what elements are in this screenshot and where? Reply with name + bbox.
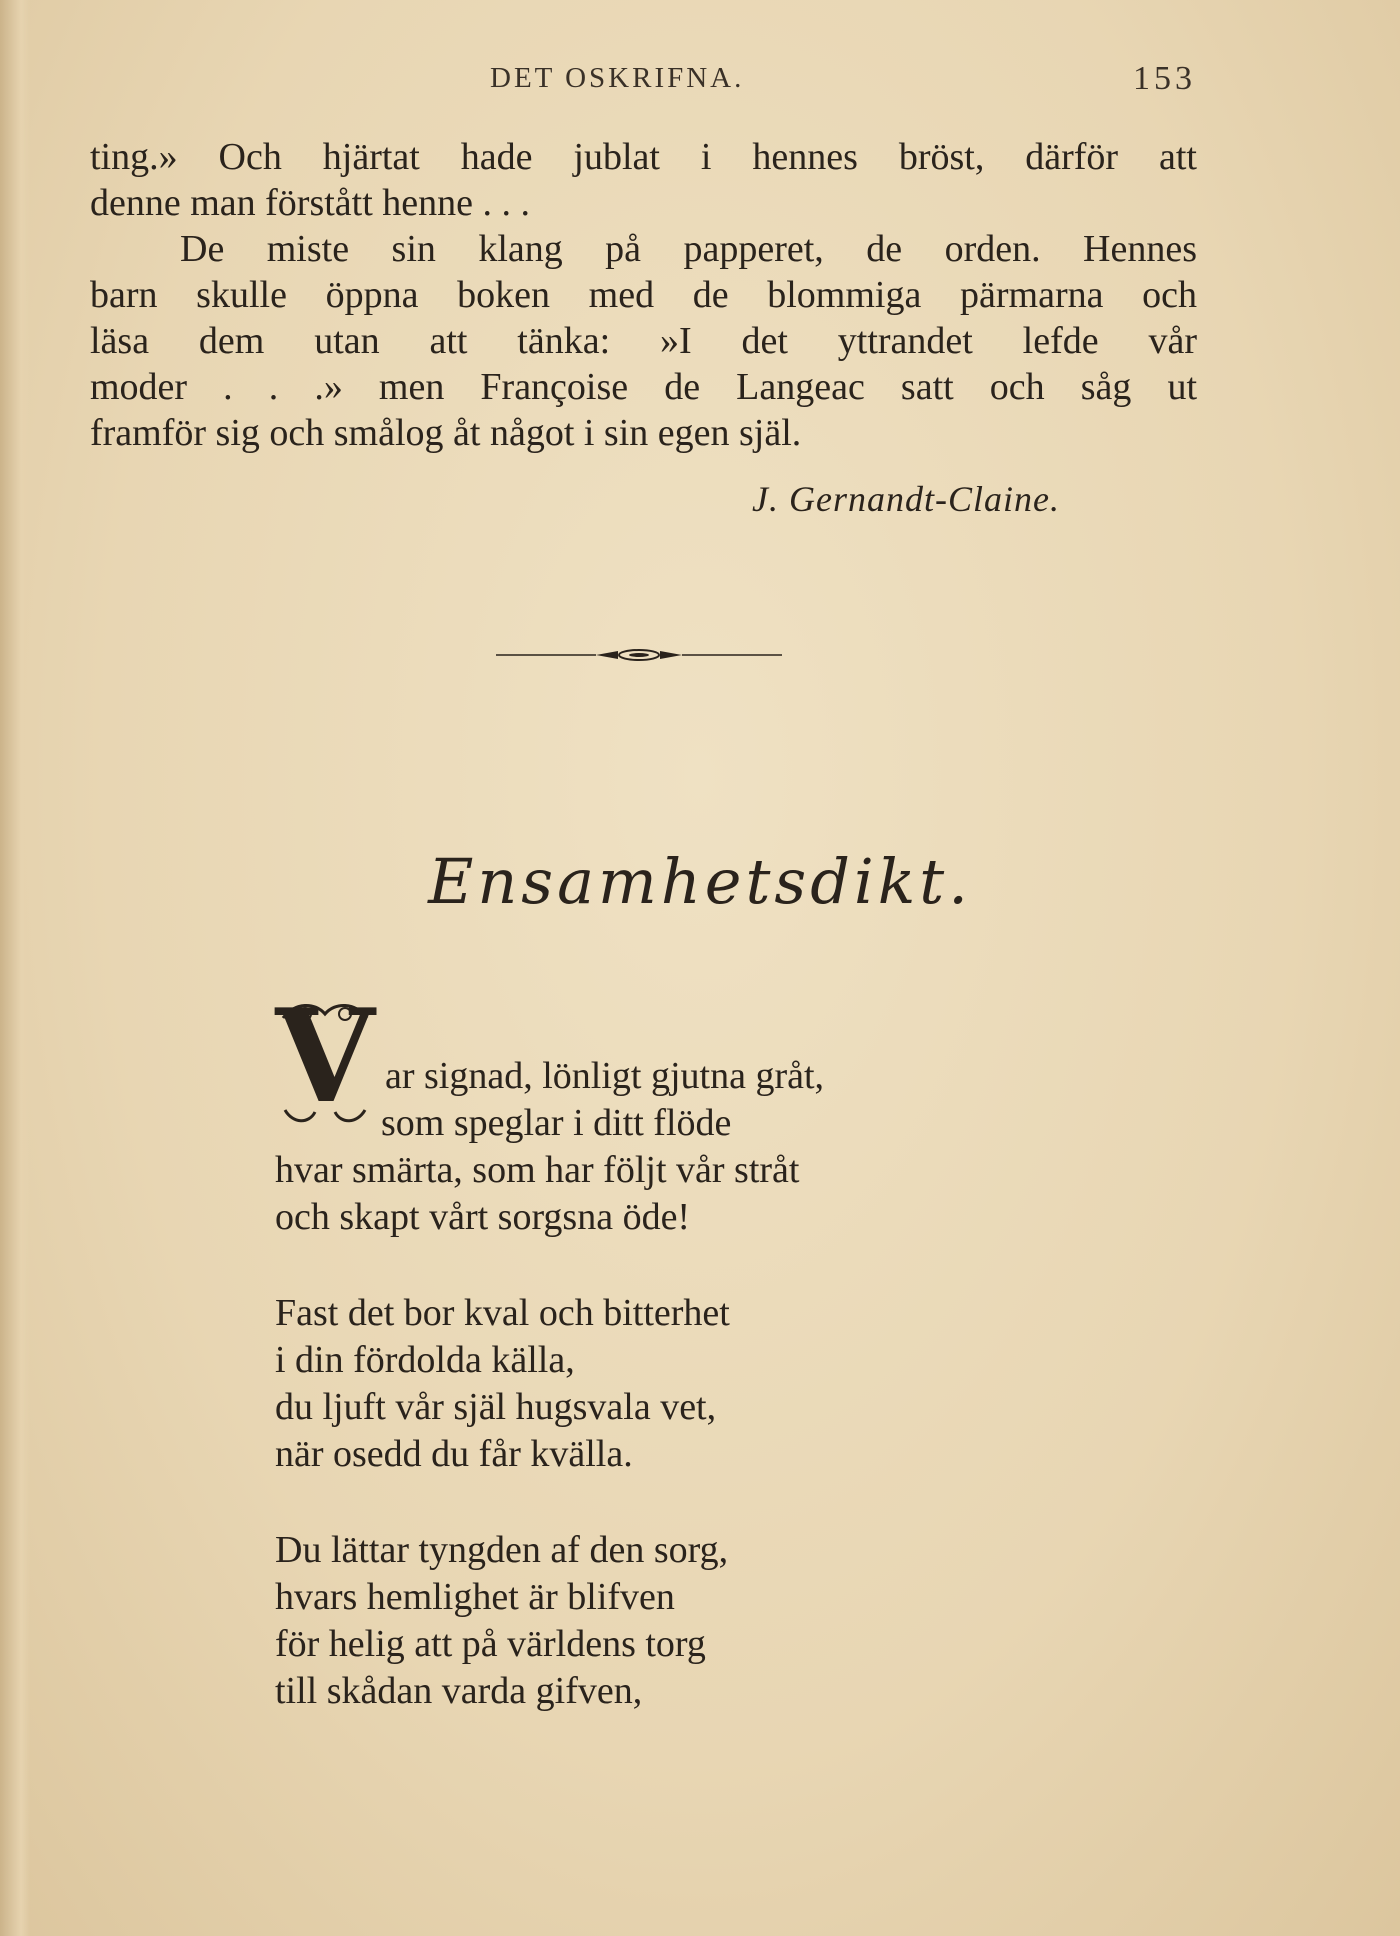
page-number: 153 [1133, 60, 1196, 97]
poem-line: hvars hemlighet är blifven [275, 1576, 675, 1618]
poem-stanza-2 [275, 1290, 730, 1478]
prose-line: denne man förstått henne . . . [90, 182, 531, 224]
prose-line: barn skulle öppna boken med de blommiga pärmarna och [90, 274, 1197, 316]
prose-line: framför sig och smålog åt något i sin egen själ. [90, 412, 802, 454]
poem-line: för helig att på världens torg [275, 1623, 706, 1665]
poem-line: i din fördolda källa, [275, 1339, 575, 1381]
poem-line: du ljuft vår själ hugsvala vet, [275, 1386, 717, 1428]
prose-paragraph [90, 134, 1197, 456]
prose-line: De miste sin klang på papperet, de orden. Hennes [180, 228, 1197, 270]
prose-line: läsa dem utan att tänka: »I det yttrandet lefde vår [90, 320, 1197, 362]
poem-line: Fast det bor kval och bitterhet [275, 1292, 730, 1334]
page-binding-edge [0, 0, 30, 1936]
poem-line: när osedd du får kvälla. [275, 1433, 633, 1475]
ornament-divider-icon [496, 643, 782, 667]
poem-line: hvar smärta, som har följt vår stråt [275, 1149, 800, 1191]
poem-stanza-1 [275, 1053, 824, 1241]
poem-line: och skapt vårt sorgsna öde! [275, 1196, 691, 1238]
running-title: DET OSKRIFNA. [490, 62, 745, 94]
author-signature: J. Gernandt-Claine. [752, 479, 1060, 519]
poem-line: till skådan varda gifven, [275, 1670, 643, 1712]
poem-line: som speglar i ditt flöde [381, 1102, 732, 1144]
prose-line: moder . . .» men Françoise de Langeac satt och såg ut [90, 366, 1197, 408]
poem-title: Ensamhetsdikt. [428, 845, 972, 918]
poem-line: ar signad, lönligt gjutna gråt, [385, 1055, 825, 1097]
dropcap-letter: V [275, 982, 375, 1132]
poem-stanza-3 [275, 1527, 728, 1715]
poem-line: Du lättar tyngden af den sorg, [275, 1529, 729, 1571]
prose-line: ting.» Och hjärtat hade jublat i hennes bröst, därför att [90, 136, 1197, 178]
